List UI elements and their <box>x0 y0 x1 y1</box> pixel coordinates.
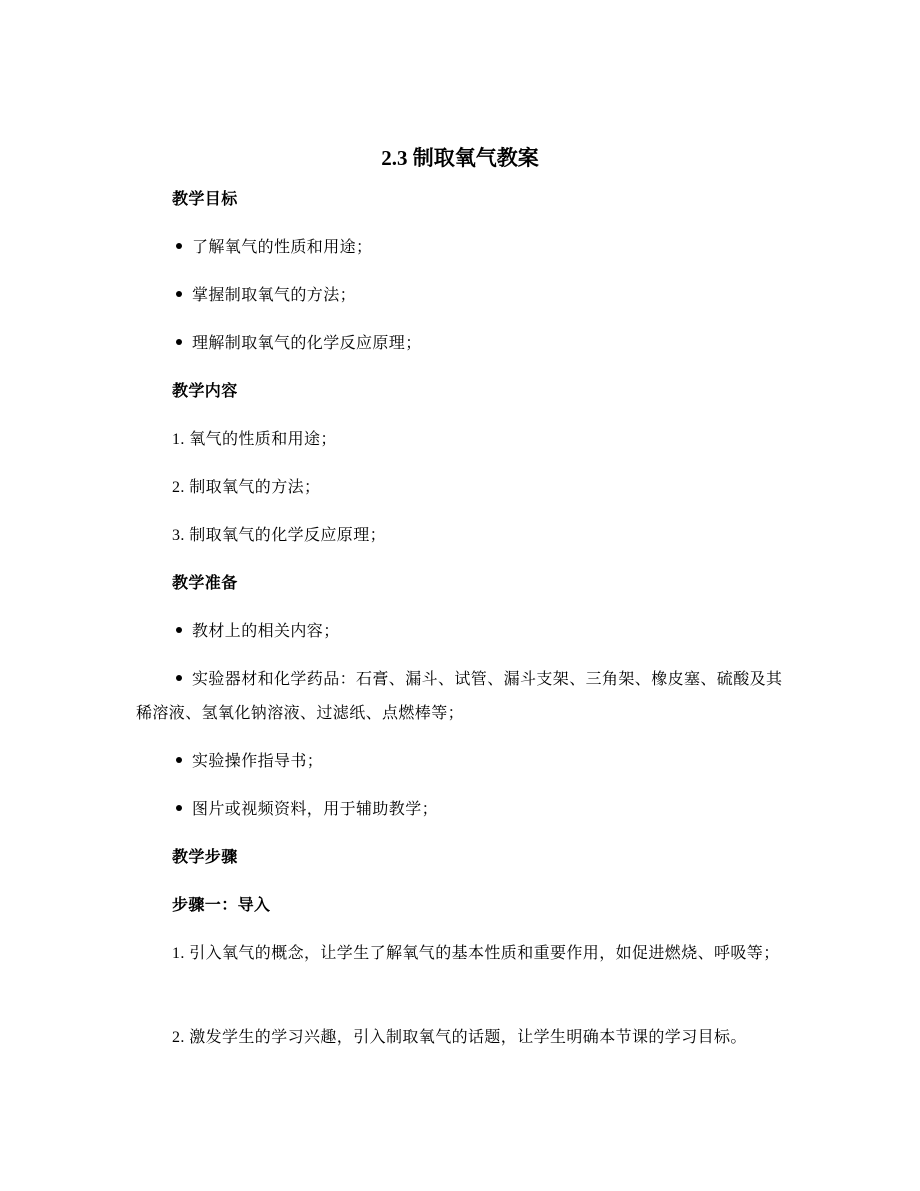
list-item-text: 实验器材和化学药品：石膏、漏斗、试管、漏斗支架、三角架、橡皮塞、硫酸及其稀溶液、氢氧化钠溶液、过滤纸、点燃棒等； <box>136 671 783 722</box>
section-heading-steps: 教学步骤 <box>172 849 238 866</box>
bullet-icon <box>176 627 182 633</box>
section-heading-content: 教学内容 <box>172 383 238 400</box>
bullet-icon <box>176 675 182 681</box>
bullet-icon <box>176 243 182 249</box>
list-item <box>136 747 786 777</box>
list-item-text: 掌握制取氧气的方法； <box>192 287 357 304</box>
numbered-item: 1. 引入氧气的概念，让学生了解氧气的基本性质和重要作用，如促进燃烧、呼吸等； <box>172 945 780 962</box>
section-heading-preparation: 教学准备 <box>172 575 238 592</box>
numbered-item: 3. 制取氧气的化学反应原理； <box>172 527 387 544</box>
list-item-text: 图片或视频资料，用于辅助教学； <box>192 801 439 818</box>
numbered-item: 2. 制取氧气的方法； <box>172 479 321 496</box>
bullet-icon <box>176 291 182 297</box>
numbered-item: 1. 氧气的性质和用途； <box>172 431 337 448</box>
list-item <box>136 233 786 263</box>
list-item <box>136 617 786 647</box>
list-item <box>136 795 786 825</box>
document-title: 2.3 制取氧气教案 <box>381 146 539 170</box>
list-item-text: 实验操作指导书； <box>192 753 324 770</box>
numbered-item: 2. 激发学生的学习兴趣，引入制取氧气的话题，让学生明确本节课的学习目标。 <box>172 1029 747 1046</box>
bullet-icon <box>176 339 182 345</box>
bullet-icon <box>176 757 182 763</box>
list-item <box>136 329 786 359</box>
step-subheading: 步骤一：导入 <box>172 897 271 914</box>
bullet-icon <box>176 805 182 811</box>
section-heading-objectives: 教学目标 <box>172 191 238 208</box>
list-item-text: 理解制取氧气的化学反应原理； <box>192 335 422 352</box>
list-item-text: 教材上的相关内容； <box>192 623 340 640</box>
list-item <box>136 663 786 731</box>
list-item-text: 了解氧气的性质和用途； <box>192 239 373 256</box>
list-item <box>136 281 786 311</box>
